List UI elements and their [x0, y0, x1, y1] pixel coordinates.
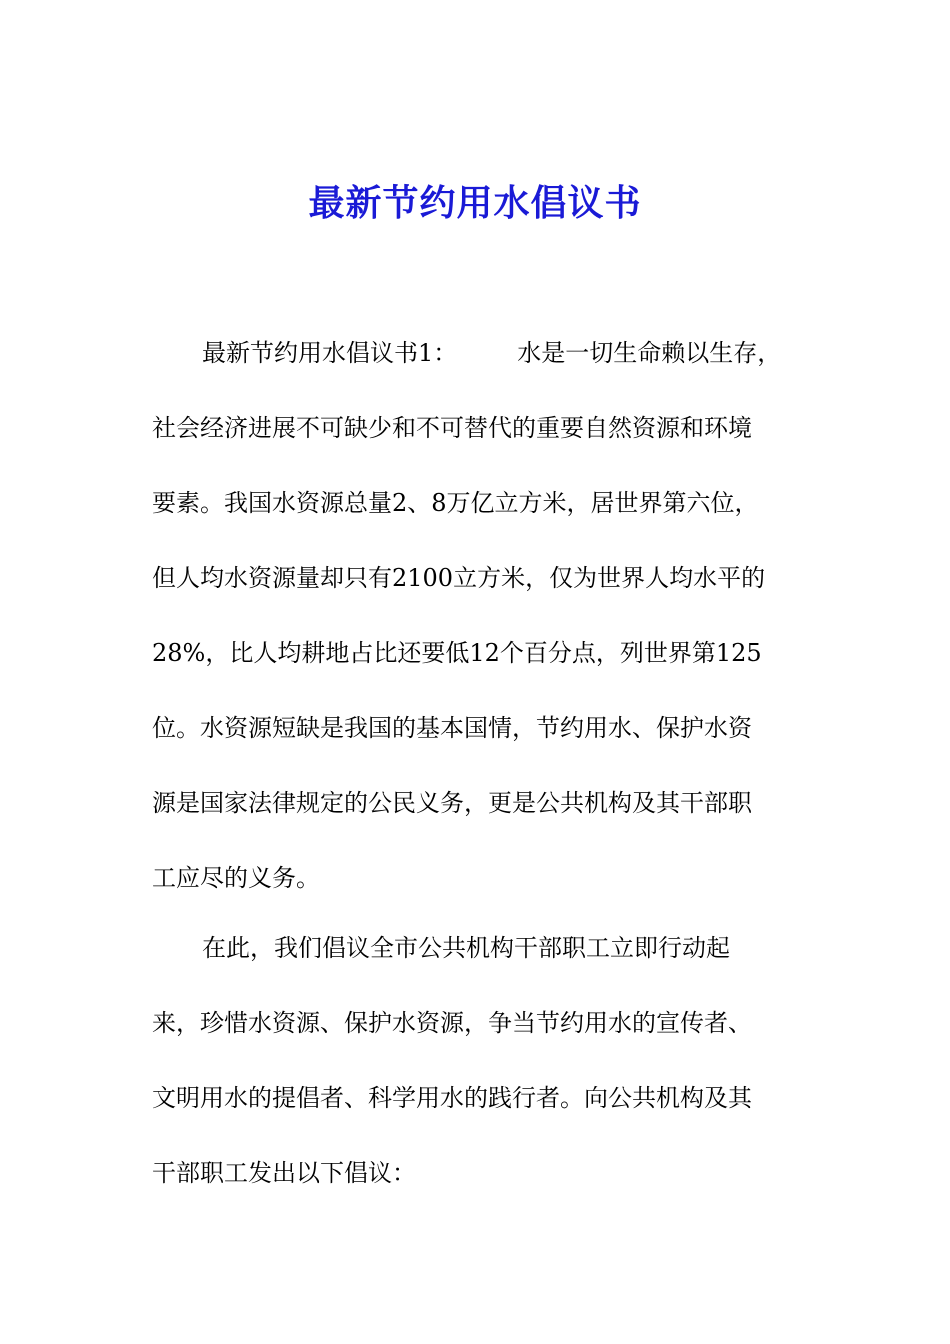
paragraph-line: 文明用水的提倡者、科学用水的践行者。向公共机构及其 — [152, 1084, 752, 1112]
paragraph-line: 来，珍惜水资源、保护水资源，争当节约用水的宣传者、 — [152, 1009, 752, 1037]
paragraph-lead: 最新节约用水倡议书1： — [202, 339, 458, 367]
paragraph-line: 在此，我们倡议全市公共机构干部职工立即行动起 — [202, 934, 730, 962]
paragraph-line: 但人均水资源量却只有2100立方米，仅为世界人均水平的 — [152, 564, 766, 592]
paragraph-text: 水是一切生命赖以生存， — [517, 339, 782, 367]
paragraph-line: 要素。我国水资源总量2、8万亿立方米，居世界第六位， — [152, 489, 759, 517]
document-title: 最新节约用水倡议书 — [308, 183, 642, 224]
paragraph-line: 社会经济进展不可缺少和不可替代的重要自然资源和环境 — [152, 414, 752, 442]
paragraph-1 — [152, 316, 812, 916]
paragraph-2 — [152, 911, 812, 1211]
paragraph-line: 工应尽的义务。 — [152, 864, 320, 892]
paragraph-line: 位。水资源短缺是我国的基本国情，节约用水、保护水资 — [152, 714, 752, 742]
paragraph-line: 源是国家法律规定的公民义务，更是公共机构及其干部职 — [152, 789, 752, 817]
paragraph-line: 28%，比人均耕地占比还要低12个百分点，列世界第125 — [152, 639, 762, 667]
paragraph-line: 干部职工发出以下倡议： — [152, 1159, 416, 1187]
paragraph-line — [152, 316, 812, 391]
